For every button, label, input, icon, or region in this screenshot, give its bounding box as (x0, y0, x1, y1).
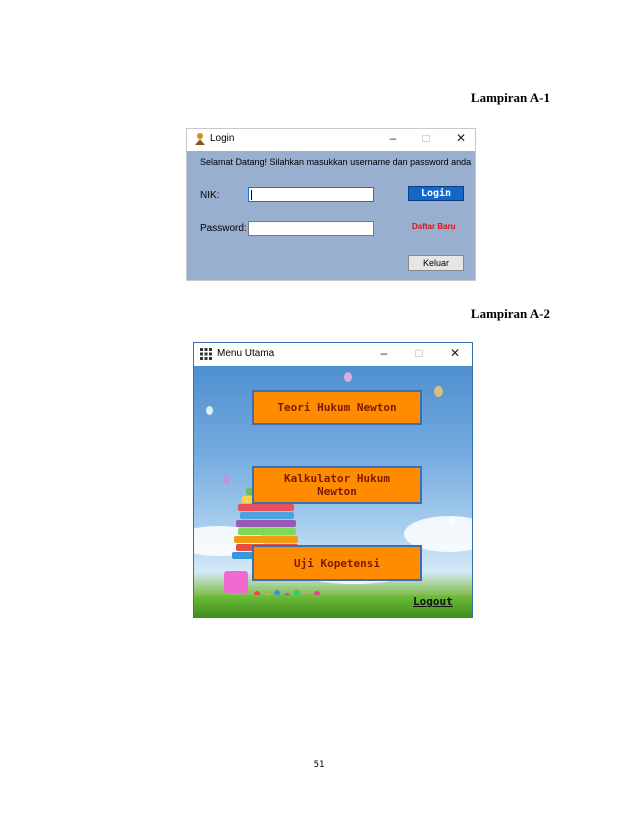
balloon-decoration (344, 372, 352, 382)
menu-window (193, 342, 473, 618)
teori-hukum-newton-button[interactable]: Teori Hukum Newton (252, 390, 422, 425)
maximize-icon[interactable]: □ (415, 346, 423, 360)
book-decoration (236, 520, 296, 527)
menu-title-bar (194, 343, 472, 366)
nik-input[interactable] (248, 187, 374, 202)
login-window-title: Login (210, 133, 235, 144)
menu-background (194, 366, 472, 617)
text-caret (251, 190, 252, 200)
balloon-decoration (224, 476, 230, 484)
minimize-icon[interactable]: – (389, 131, 397, 145)
maximize-icon[interactable]: □ (422, 131, 430, 145)
password-label: Password: (200, 223, 247, 234)
login-form (187, 151, 475, 280)
login-button[interactable]: Login (408, 186, 464, 201)
menu-window-title: Menu Utama (217, 348, 275, 359)
book-decoration (240, 512, 294, 519)
register-link[interactable]: Daftar Baru (412, 222, 456, 231)
heading-lampiran-a1: Lampiran A-1 (470, 90, 550, 105)
logout-link[interactable]: Logout (413, 595, 453, 608)
book-decoration (238, 528, 296, 535)
uji-kopetensi-button[interactable]: Uji Kopetensi (252, 545, 422, 581)
close-icon[interactable]: ✕ (455, 131, 467, 145)
book-decoration (238, 504, 294, 511)
minimize-icon[interactable]: – (380, 346, 388, 360)
exit-button[interactable]: Keluar (408, 255, 464, 271)
balloon-decoration (434, 386, 443, 397)
heading-lampiran-a2: Lampiran A-2 (470, 306, 550, 321)
book-decoration (234, 536, 298, 543)
login-title-bar (187, 129, 475, 151)
gift-decoration (224, 571, 248, 593)
password-input[interactable] (248, 221, 374, 236)
login-window (186, 128, 476, 281)
close-icon[interactable]: ✕ (449, 346, 461, 360)
welcome-text: Selamat Datang! Silahkan masukkan username dan password anda (200, 157, 472, 167)
balloon-decoration (206, 406, 213, 415)
app-icon (193, 132, 207, 146)
page-number: 51 (313, 760, 325, 770)
nik-label: NIK: (200, 190, 220, 201)
kalkulator-hukum-newton-button[interactable]: Kalkulator Hukum Newton (252, 466, 422, 504)
grid-icon (200, 348, 212, 360)
